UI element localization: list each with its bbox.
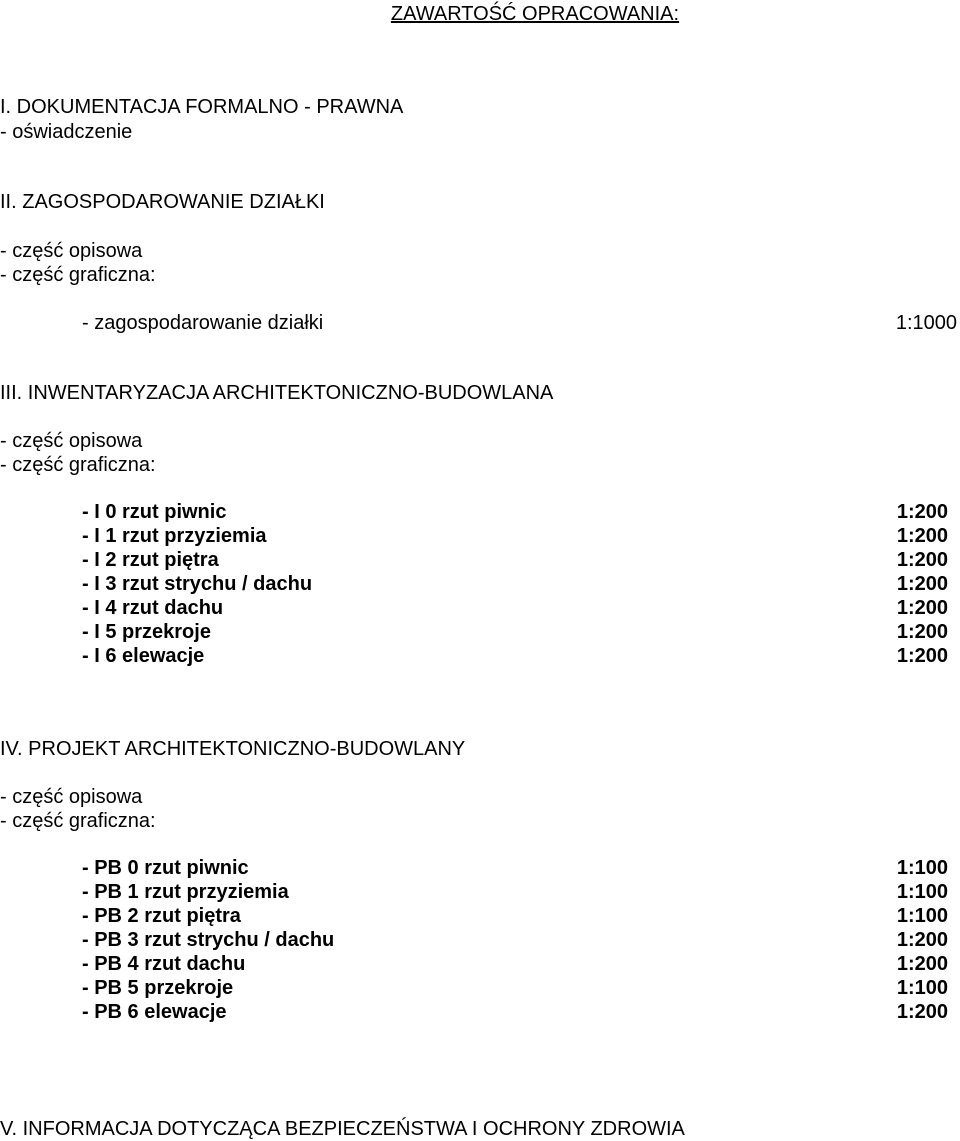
drawing-scale: 1:200	[896, 573, 948, 595]
drawing-label: - I 4 rzut dachu	[82, 597, 224, 619]
section-2-line-description: - część opisowa	[0, 240, 143, 262]
section-4-line-description: - część opisowa	[0, 786, 143, 808]
drawing-label: - I 2 rzut piętra	[82, 549, 219, 571]
section-heading-1: I. DOKUMENTACJA FORMALNO - PRAWNA	[0, 96, 404, 118]
drawing-label: - PB 3 rzut strychu / dachu	[82, 929, 335, 951]
drawing-scale: 1:100	[896, 881, 948, 903]
drawing-scale: 1:100	[896, 905, 948, 927]
drawing-scale: 1:200	[896, 597, 948, 619]
drawing-label: - I 1 rzut przyziemia	[82, 525, 267, 547]
drawing-scale: 1:200	[896, 621, 948, 643]
drawing-scale: 1:200	[896, 645, 948, 667]
drawing-scale: 1:200	[896, 525, 948, 547]
drawing-scale: 1:1000	[895, 312, 957, 334]
drawing-scale: 1:200	[896, 501, 948, 523]
drawing-scale: 1:200	[896, 1001, 948, 1023]
section-heading-5: V. INFORMACJA DOTYCZĄCA BEZPIECZEŃSTWA I OCHRONY ZDROWIA	[0, 1118, 685, 1140]
drawing-label: - zagospodarowanie działki	[82, 312, 324, 334]
drawing-label: - PB 5 przekroje	[82, 977, 234, 999]
drawing-scale: 1:100	[896, 977, 948, 999]
drawing-label: - PB 4 rzut dachu	[82, 953, 246, 975]
section-3-line-description: - część opisowa	[0, 430, 143, 452]
section-3-line-graphics: - część graficzna:	[0, 454, 156, 476]
drawing-label: - I 5 przekroje	[82, 621, 211, 643]
section-4-line-graphics: - część graficzna:	[0, 810, 156, 832]
drawing-scale: 1:200	[896, 953, 948, 975]
section-heading-4: IV. PROJEKT ARCHITEKTONICZNO-BUDOWLANY	[0, 738, 466, 760]
section-heading-3: III. INWENTARYZACJA ARCHITEKTONICZNO-BUDOWLANA	[0, 382, 554, 404]
document-title: ZAWARTOŚĆ OPRACOWANIA:	[390, 3, 680, 25]
drawing-scale: 1:200	[896, 549, 948, 571]
drawing-label: - PB 6 elewacje	[82, 1001, 227, 1023]
drawing-label: - PB 1 rzut przyziemia	[82, 881, 289, 903]
drawing-label: - I 3 rzut strychu / dachu	[82, 573, 313, 595]
drawing-label: - I 6 elewacje	[82, 645, 205, 667]
drawing-scale: 1:100	[896, 857, 948, 879]
drawing-label: - PB 0 rzut piwnic	[82, 857, 249, 879]
drawing-label: - PB 2 rzut piętra	[82, 905, 241, 927]
drawing-scale: 1:200	[896, 929, 948, 951]
drawing-label: - I 0 rzut piwnic	[82, 501, 227, 523]
section-2-line-graphics: - część graficzna:	[0, 264, 156, 286]
section-1-line: - oświadczenie	[0, 121, 133, 143]
section-heading-2: II. ZAGOSPODAROWANIE DZIAŁKI	[0, 191, 325, 213]
